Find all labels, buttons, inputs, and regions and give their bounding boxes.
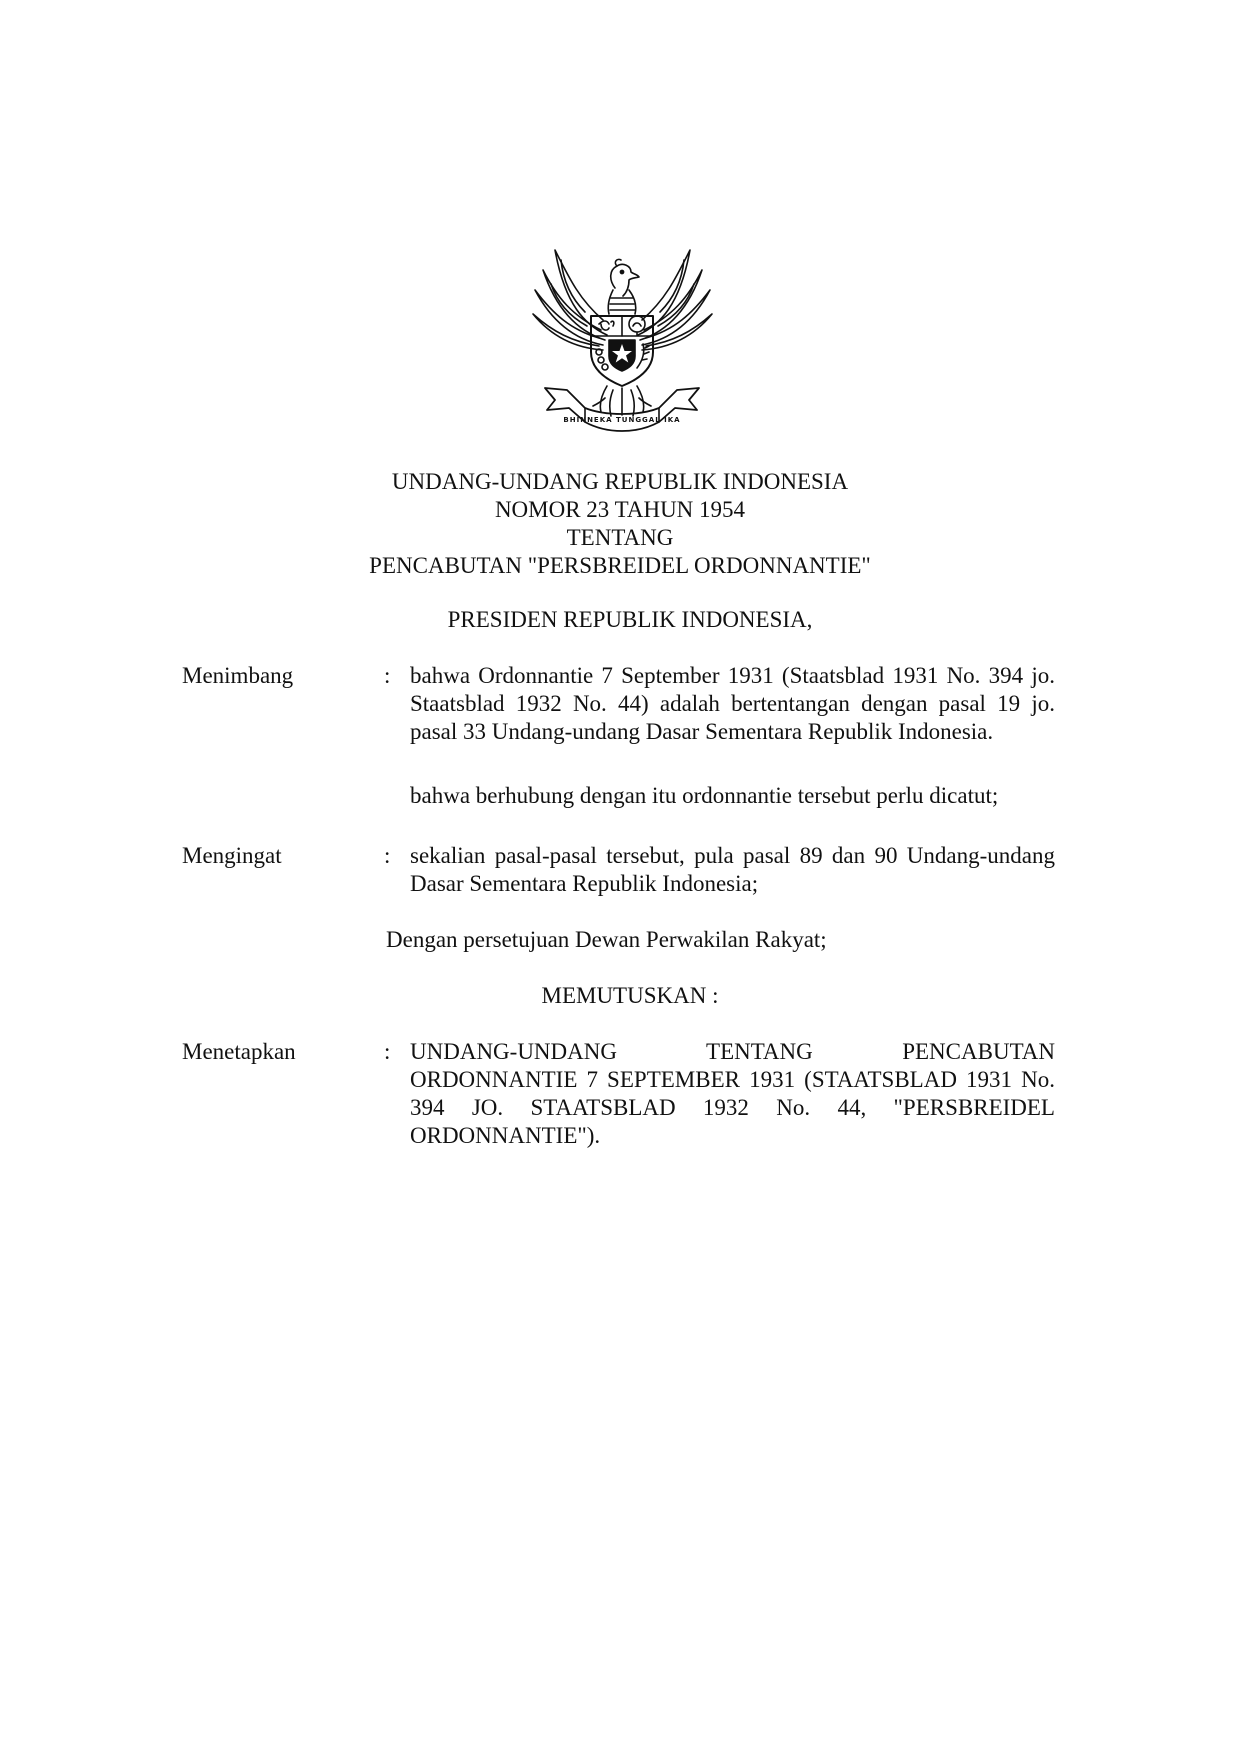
mengingat-colon: :: [384, 843, 391, 868]
title-number: NOMOR 23 TAHUN 1954: [494, 497, 746, 522]
law-title: [320, 468, 920, 580]
approval-line: Dengan persetujuan Dewan Perwakilan Rakyat;: [386, 927, 827, 952]
menetapkan-label: Menetapkan: [182, 1039, 296, 1064]
garuda-emblem-icon: [525, 240, 720, 450]
decision-heading: MEMUTUSKAN :: [541, 983, 719, 1008]
menetapkan-colon: :: [384, 1039, 391, 1064]
title-about: TENTANG: [566, 525, 674, 550]
emblem-motto: BHINNEKA TUNGGAL IKA: [563, 416, 681, 424]
menimbang-colon: :: [384, 663, 391, 688]
menimbang-paragraph-2: bahwa berhubung dengan itu ordonnantie tersebut perlu dicatut;: [410, 783, 999, 808]
mengingat-text: sekalian pasal-pasal tersebut, pula pasal 89 dan 90 Undang-undang Dasar Sementara Republik Indonesia;: [410, 843, 1055, 896]
mengingat-label: Mengingat: [182, 843, 282, 868]
menimbang-label: Menimbang: [182, 663, 294, 688]
president-line: PRESIDEN REPUBLIK INDONESIA,: [447, 607, 813, 632]
menimbang-paragraph-1: bahwa Ordonnantie 7 September 1931 (Staatsblad 1931 No. 394 jo. Staatsblad 1932 No. 44) adalah bertentangan dengan pasal 19 jo. pasal 33 Undang-undang Dasar Sementara Republik Indonesia.: [410, 663, 1055, 744]
title-line: UNDANG-UNDANG REPUBLIK INDONESIA: [391, 469, 849, 494]
menetapkan-text: UNDANG-UNDANG TENTANG PENCABUTAN ORDONNANTIE 7 SEPTEMBER 1931 (STAATSBLAD 1931 No. 394 JO. STAATSBLAD 1932 No. 44, "PERSBREIDEL ORDONNANTIE").: [410, 1039, 1055, 1148]
title-subject: PENCABUTAN "PERSBREIDEL ORDONNANTIE": [369, 553, 871, 578]
